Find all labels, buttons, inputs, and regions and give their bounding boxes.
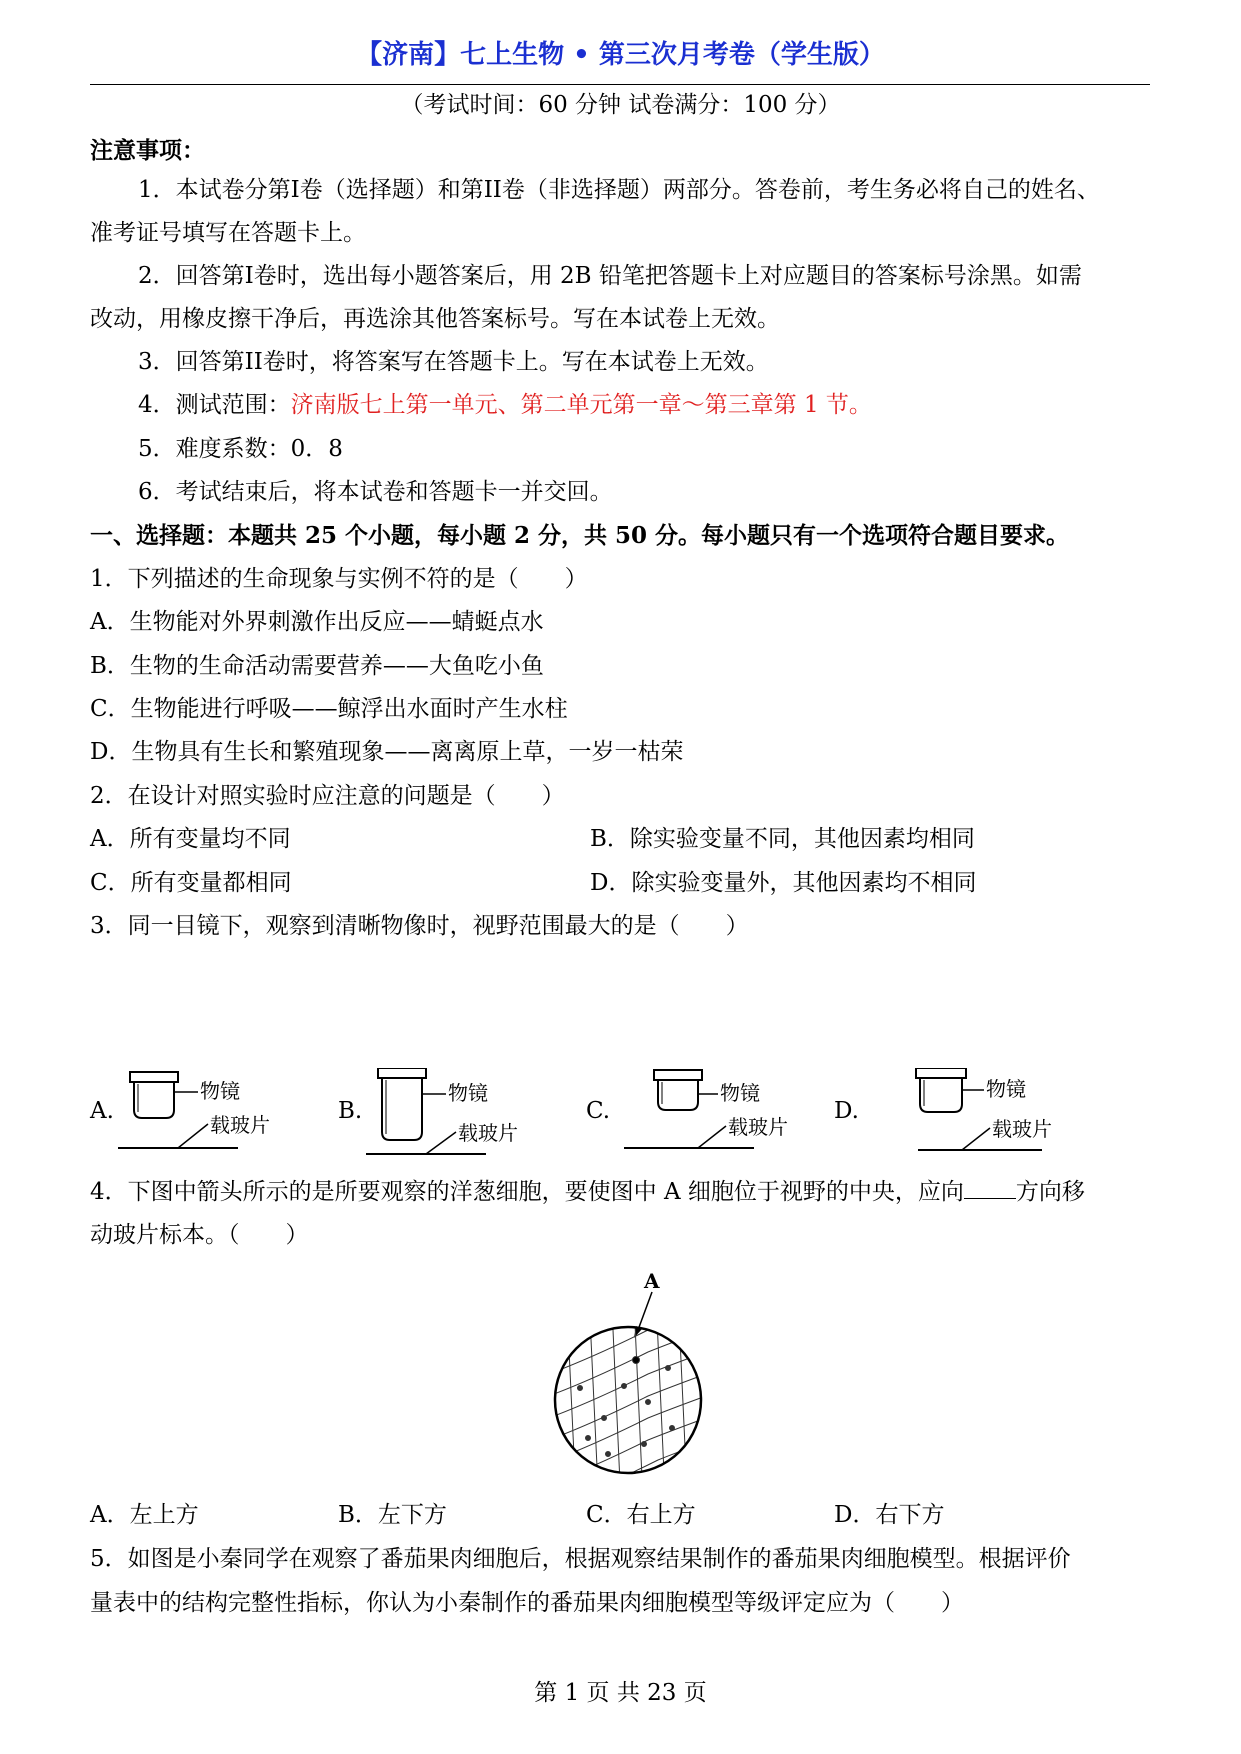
q4-stem-part-1: 4．下图中箭头所示的是所要观察的洋葱细胞，要使图中 A 细胞位于视野的中央，应向 <box>90 1179 964 1205</box>
q2-option-d: D．除实验变量外，其他因素均不相同 <box>590 870 977 896</box>
note-4-prefix: 4．测试范围： <box>138 392 291 418</box>
onion-cell-figure <box>548 1268 708 1480</box>
q4-option-c: C．右上方 <box>586 1502 696 1528</box>
q2-option-b: B．除实验变量不同，其他因素均相同 <box>590 826 975 852</box>
q1-stem: 1．下列描述的生命现象与实例不符的是（ ） <box>90 566 588 592</box>
q4-stem-part-2: 方向移 <box>1015 1179 1085 1205</box>
q2-stem: 2．在设计对照实验时应注意的问题是（ ） <box>90 783 565 809</box>
q3-c-objective-label: 物镜 <box>720 1081 760 1105</box>
q3-a-slide-label: 载玻片 <box>210 1113 270 1137</box>
objective-lens-a-icon <box>118 1068 318 1160</box>
q3-b-objective-label: 物镜 <box>448 1081 488 1105</box>
q3-option-d-letter: D. <box>834 1098 859 1124</box>
q3-a-objective-label: 物镜 <box>200 1079 240 1103</box>
note-3: 3．回答第II卷时，将答案写在答题卡上。写在本试卷上无效。 <box>138 349 769 375</box>
q2-option-c: C．所有变量都相同 <box>90 870 292 896</box>
q3-option-b-letter: B. <box>338 1098 363 1124</box>
q3-option-c-letter: C. <box>586 1098 611 1124</box>
q2-option-a: A．所有变量均不同 <box>90 826 291 852</box>
q1-option-a: A．生物能对外界刺激作出反应——蜻蜓点水 <box>90 609 544 635</box>
header-divider <box>90 84 1150 85</box>
note-1-line-1: 1．本试卷分第I卷（选择题）和第II卷（非选择题）两部分。答卷前，考生务必将自己的姓名、 <box>138 177 1100 203</box>
q5-stem-line-2: 量表中的结构完整性指标，你认为小秦制作的番茄果肉细胞模型等级评定应为（ ） <box>90 1590 964 1616</box>
q4-option-b: B．左下方 <box>338 1502 447 1528</box>
q1-option-d: D．生物具有生长和繁殖现象——离离原上草，一岁一枯荣 <box>90 739 684 765</box>
q5-stem-line-1: 5．如图是小秦同学在观察了番茄果肉细胞后，根据观察结果制作的番茄果肉细胞模型。根据评价 <box>90 1546 1071 1572</box>
q3-option-a-letter: A. <box>90 1098 114 1124</box>
q4-stem-line-2: 动玻片标本。（ ） <box>90 1222 309 1248</box>
q3-d-slide-label: 载玻片 <box>992 1117 1052 1141</box>
q1-option-b: B．生物的生命活动需要营养——大鱼吃小鱼 <box>90 653 544 679</box>
objective-lens-d-icon <box>862 1068 1082 1160</box>
exam-info: （考试时间：60 分钟 试卷满分：100 分） <box>400 92 841 118</box>
q4-option-a: A．左上方 <box>90 1502 199 1528</box>
q4-stem-line-1 <box>90 1177 1085 1207</box>
note-2-line-1: 2．回答第I卷时，选出每小题答案后，用 2B 铅笔把答题卡上对应题目的答案标号涂黑。如需 <box>138 263 1082 289</box>
objective-lens-c-icon <box>614 1068 824 1160</box>
q4-option-d: D．右下方 <box>834 1502 945 1528</box>
q3-stem: 3．同一目镜下，观察到清晰物像时，视野范围最大的是（ ） <box>90 913 749 939</box>
note-1-line-2: 准考证号填写在答题卡上。 <box>90 220 366 246</box>
note-4-scope: 济南版七上第一单元、第二单元第一章～第三章第 1 节。 <box>290 392 872 418</box>
note-4 <box>138 390 872 420</box>
note-6: 6．考试结束后，将本试卷和答题卡一并交回。 <box>138 479 613 505</box>
note-2-line-2: 改动，用橡皮擦干净后，再选涂其他答案标号。写在本试卷上无效。 <box>90 306 780 332</box>
q4-answer-blank <box>964 1178 1016 1199</box>
note-5: 5．难度系数：0．8 <box>138 436 343 462</box>
notes-heading: 注意事项： <box>90 137 205 164</box>
section-1-heading: 一、选择题：本题共 25 个小题，每小题 2 分，共 50 分。每小题只有一个选项符合题目要求。 <box>90 522 1070 549</box>
page-title: 【济南】七上生物 • 第三次月考卷（学生版） <box>356 40 885 70</box>
page-footer: 第 1 页 共 23 页 <box>534 1680 707 1706</box>
q3-b-slide-label: 载玻片 <box>458 1121 518 1145</box>
q3-d-objective-label: 物镜 <box>986 1077 1026 1101</box>
cell-a-label: A <box>644 1269 660 1293</box>
objective-lens-b-icon <box>366 1068 576 1164</box>
q1-option-c: C．生物能进行呼吸——鲸浮出水面时产生水柱 <box>90 696 568 722</box>
q3-c-slide-label: 载玻片 <box>728 1115 788 1139</box>
